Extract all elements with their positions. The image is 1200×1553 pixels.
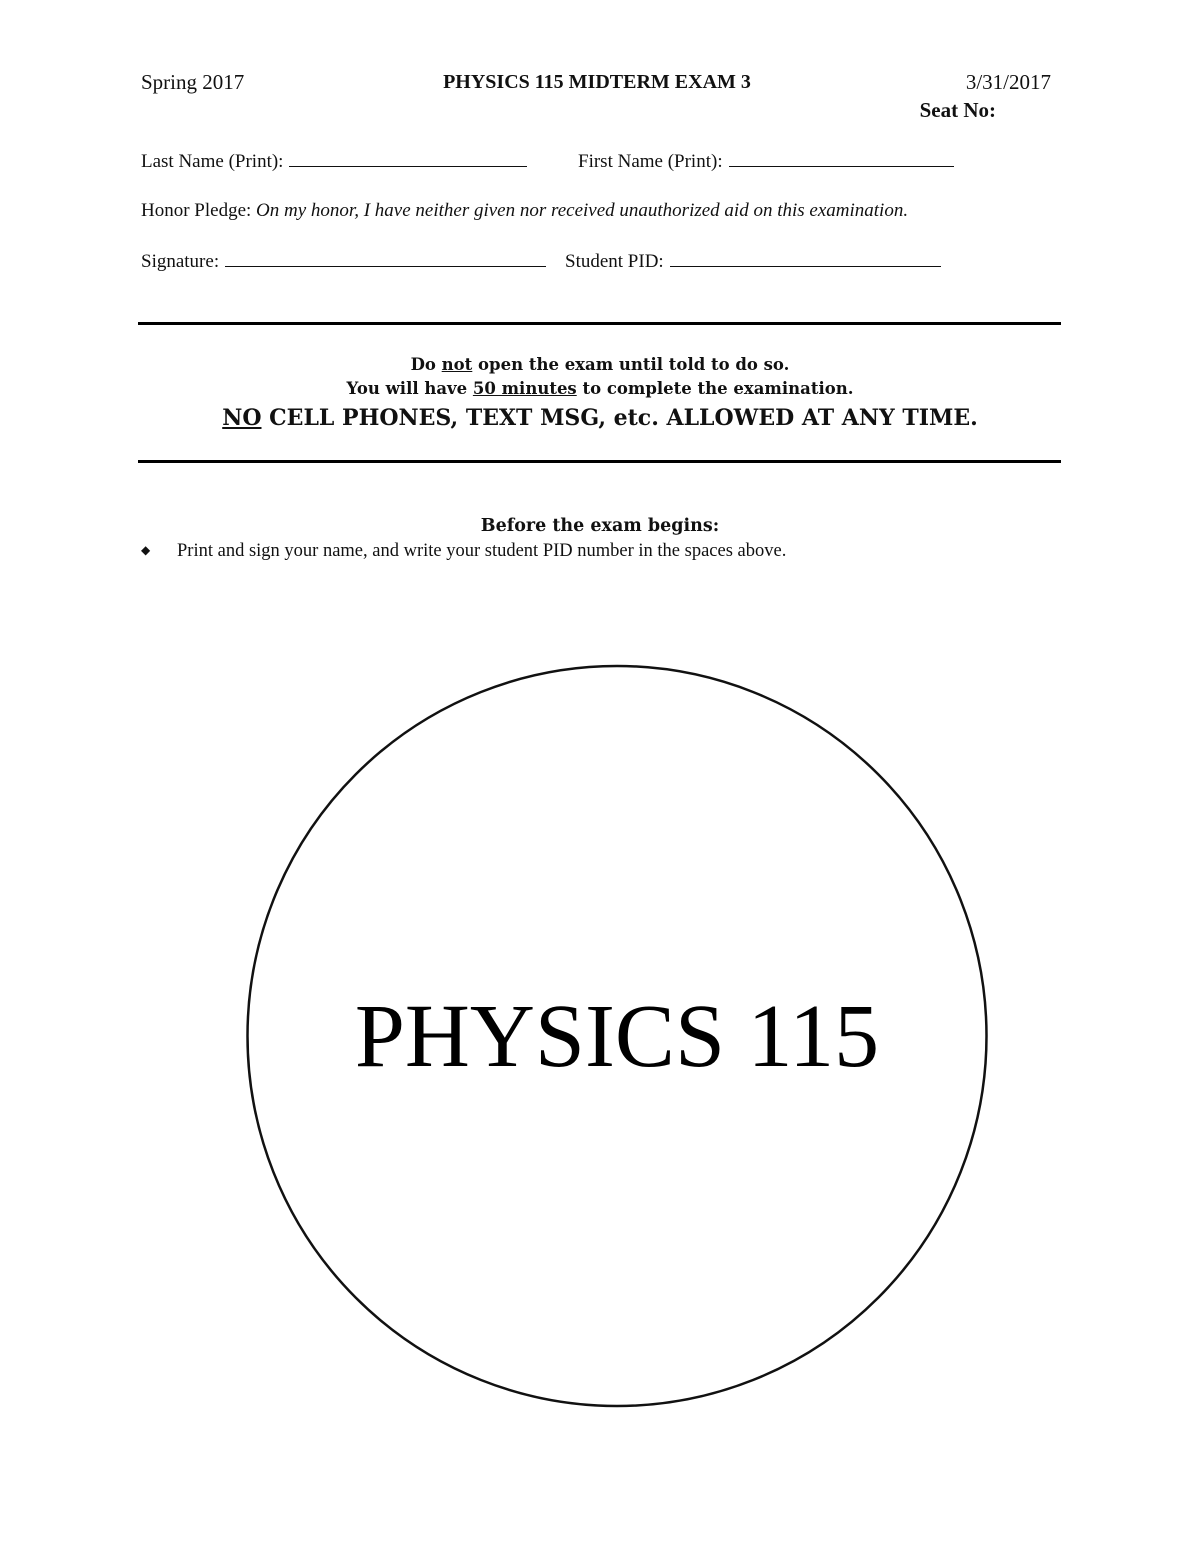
honor-pledge xyxy=(141,200,908,222)
seal-text: PHYSICS 115 xyxy=(354,987,880,1086)
notice-line-1: Do not open the exam until told to do so. xyxy=(410,355,790,374)
instructions-title: Before the exam begins: xyxy=(480,516,720,536)
course-seal xyxy=(245,664,990,1409)
notice-emphasis-minutes: 50 minutes xyxy=(472,379,577,398)
notice-emphasis-not: not xyxy=(441,355,473,374)
instruction-item xyxy=(141,541,786,562)
honor-pledge-label: Honor Pledge: xyxy=(141,200,252,221)
signature-label: Signature: xyxy=(141,251,220,272)
last-name-field xyxy=(141,150,527,173)
exam-date: 3/31/2017 xyxy=(965,70,1051,94)
top-divider xyxy=(138,322,1061,325)
first-name-label: First Name (Print): xyxy=(578,151,723,172)
bottom-divider xyxy=(138,460,1061,463)
signature-blank[interactable] xyxy=(225,250,546,267)
signature-field xyxy=(141,250,546,273)
first-name-field xyxy=(578,150,954,173)
notice-line-3: NO CELL PHONES, TEXT MSG, etc. ALLOWED AT ANY TIME. xyxy=(222,405,978,431)
last-name-blank[interactable] xyxy=(289,150,527,167)
seat-number-label: Seat No: xyxy=(919,98,996,122)
notice-line-2: You will have 50 minutes to complete the examination. xyxy=(346,379,854,398)
first-name-blank[interactable] xyxy=(729,150,954,167)
notice-emphasis-no: NO xyxy=(222,405,262,431)
last-name-label: Last Name (Print): xyxy=(141,151,284,172)
bullet-diamond-icon: ◆ xyxy=(141,543,151,557)
honor-pledge-text: On my honor, I have neither given nor received unauthorized aid on this examination. xyxy=(256,200,909,221)
student-pid-field xyxy=(565,250,941,273)
instruction-text: Print and sign your name, and write your student PID number in the spaces above. xyxy=(177,541,787,561)
student-pid-label: Student PID: xyxy=(565,251,664,272)
semester-label: Spring 2017 xyxy=(141,70,245,94)
student-pid-blank[interactable] xyxy=(670,250,941,267)
exam-title: PHYSICS 115 MIDTERM EXAM 3 xyxy=(443,71,751,93)
